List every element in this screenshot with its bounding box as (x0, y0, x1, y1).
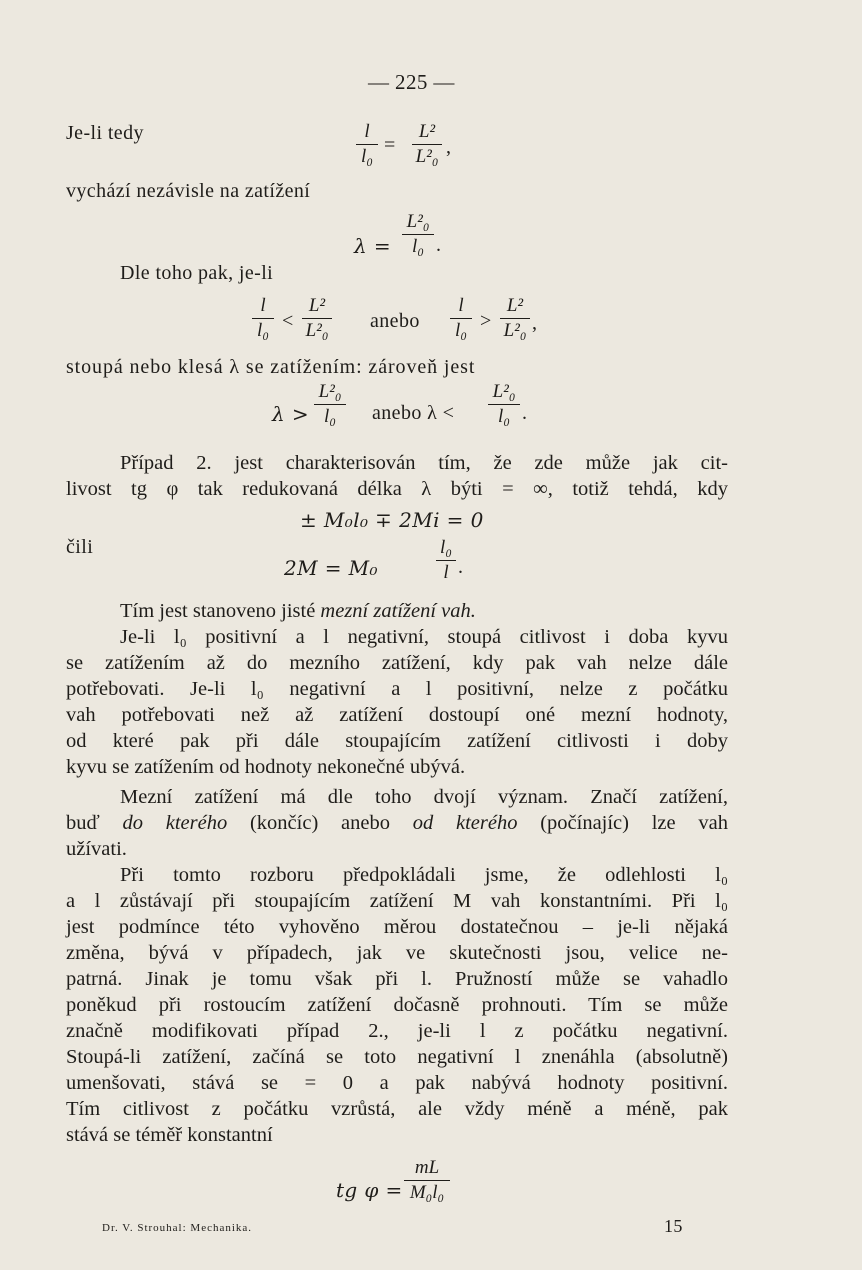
text-line: užívati. (66, 838, 127, 860)
equation: ± M₀l₀ ∓ 2Mi = 0 (300, 508, 484, 532)
formula-punctuation: . (436, 234, 442, 256)
formula-lead-text: Je-li tedy (66, 122, 144, 144)
formula-punctuation: , (446, 136, 452, 158)
text-line: potřebovati. Je-li l₀ negativní a l positivní, nelze z počátku (66, 678, 728, 700)
equation: tg φ = (336, 1178, 403, 1202)
formula-punctuation: . (458, 556, 464, 578)
text-line: Případ 2. jest charakterisován tím, že zde může jak cit- (120, 452, 728, 474)
text-line: se zatížením až do mezního zatížení, kdy pak vah nelze dále (66, 652, 728, 674)
text-line: a l zůstávají při stoupajícím zatížení M vah konstantními. Při l₀ (66, 890, 728, 912)
fraction: L² L²₀ (500, 296, 530, 341)
text-line: značně modifikovati případ 2., je-li l z počátku negativní. (66, 1020, 728, 1042)
formula-lhs: λ = (354, 234, 391, 258)
formula-punctuation: , (532, 312, 538, 334)
formula-word: anebo (370, 310, 420, 332)
formula-lead-text: vychází nezávisle na zatížení (66, 180, 311, 202)
fraction: mL M₀l₀ (404, 1158, 450, 1203)
signature-mark: 15 (664, 1216, 683, 1236)
formula-word: anebo λ < (372, 402, 455, 424)
text-line: vah potřebovati než až zatížení dostoupí oné mezní hodnoty, (66, 704, 728, 726)
fraction: L² L²₀ (302, 296, 332, 341)
equals-sign: = (384, 134, 396, 156)
text-line: umenšovati, stává se = 0 a pak nabývá hodnoty positivní. (66, 1072, 728, 1094)
text-line: Tím jest stanoveno jisté mezní zatížení vah. (120, 600, 476, 622)
fraction: l l₀ (252, 296, 274, 341)
formula-lead-text: Dle toho pak, je-li (120, 262, 274, 284)
fraction: l₀ l (436, 538, 456, 583)
page-number: — 225 — (368, 70, 455, 94)
less-than-sign: < (282, 310, 294, 332)
fraction: L²₀ l₀ (402, 212, 434, 257)
text-line: buď do kterého (končíc) anebo od kterého (počínajíc) lze vah (66, 812, 728, 834)
fraction: L²₀ l₀ (314, 382, 346, 427)
fraction: l l₀ (356, 122, 378, 167)
text-line: změna, bývá v případech, jak ve skutečnosti jsou, velice ne- (66, 942, 728, 964)
equation: 2M = M₀ (284, 556, 378, 580)
formula-lead-text: čili (66, 536, 94, 558)
formula-lead-text: stoupá nebo klesá λ se zatížením: zároveň jest (66, 356, 476, 378)
text-line: livost tg φ tak redukovaná délka λ býti = ∞, totiž tehdá, kdy (66, 478, 728, 500)
text-line: Při tomto rozboru předpokládali jsme, že odlehlosti l₀ (120, 864, 728, 886)
fraction: L²₀ l₀ (488, 382, 520, 427)
text-line: jest podmínce této vyhověno měrou dostatečnou – je-li nějaká (66, 916, 728, 938)
text-line: poněkud při rostoucím zatížení dočasně prohnouti. Tím se může (66, 994, 728, 1016)
text-line: kyvu se zatížením od hodnoty nekonečné ubývá. (66, 756, 466, 778)
footer-author: Dr. V. Strouhal: Mechanika. (102, 1222, 253, 1234)
formula-punctuation: . (522, 402, 528, 424)
text-line: stává se téměř konstantní (66, 1124, 273, 1146)
fraction: L² L²₀ (412, 122, 442, 167)
text-line: patrná. Jinak je tomu však při l. Pružností může se vahadlo (66, 968, 728, 990)
fraction: l l₀ (450, 296, 472, 341)
text-line: Je-li l₀ positivní a l negativní, stoupá citlivost i doba kyvu (120, 626, 728, 648)
text-line: Tím citlivost z počátku vzrůstá, ale vždy méně a méně, pak (66, 1098, 728, 1120)
formula-lhs: λ > (272, 402, 309, 426)
greater-than-sign: > (480, 310, 492, 332)
text-line: Mezní zatížení má dle toho dvojí význam. Značí zatížení, (120, 786, 728, 808)
text-line: od které pak při dále stoupajícím zatížení citlivosti i doby (66, 730, 728, 752)
text-line: Stoupá-li zatížení, začíná se toto negativní l znenáhla (absolutně) (66, 1046, 728, 1068)
